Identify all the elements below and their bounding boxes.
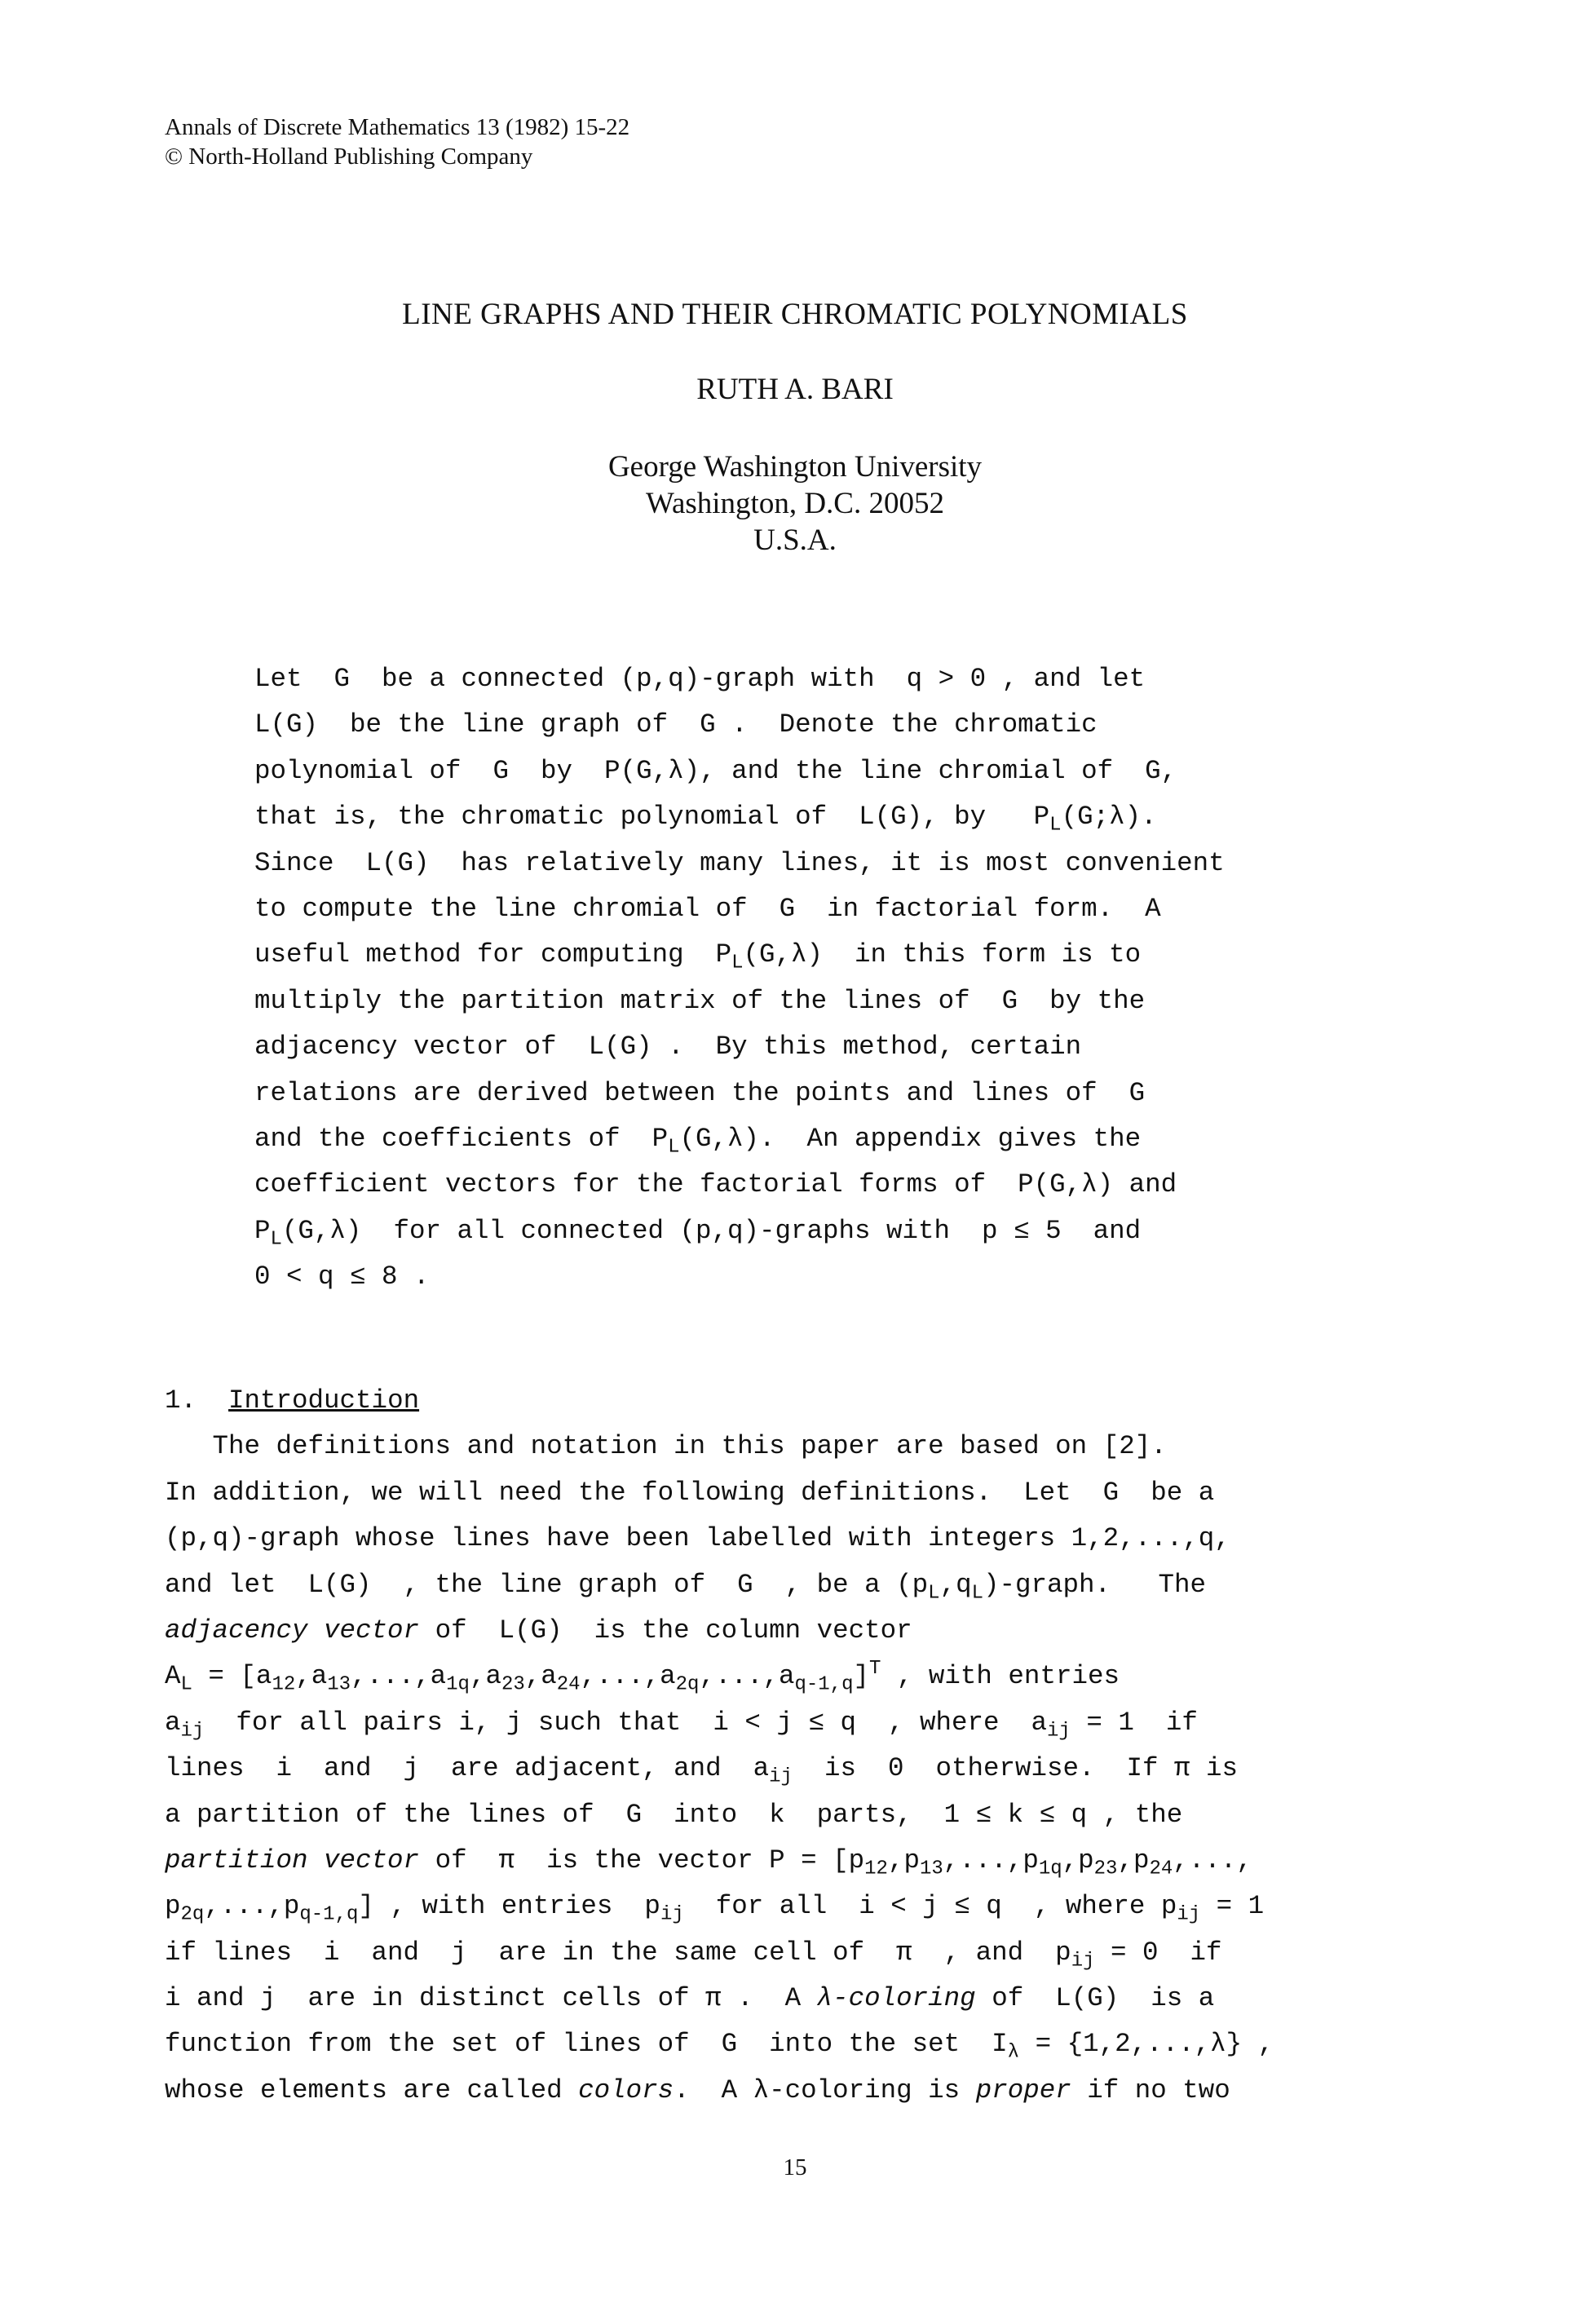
paragraph-line	[165, 1654, 1274, 1699]
section-title: Introduction	[228, 1385, 420, 1416]
paragraph-text: ,...,a	[580, 1661, 676, 1692]
abstract-text: and the coefficients of P	[254, 1123, 669, 1154]
subscript: 12	[864, 1858, 888, 1880]
paragraph-text: and let L(G) , the line graph of G , be a (p	[165, 1569, 929, 1600]
abstract-line: relations are derived between the points and lines of G	[254, 1077, 1146, 1108]
paragraph-text: = {1,2,...,λ} ,	[1019, 2029, 1274, 2060]
subscript: 13	[919, 1858, 943, 1880]
paragraph-text: a	[165, 1707, 181, 1738]
paragraph-text: ]	[853, 1661, 869, 1692]
journal-citation: Annals of Discrete Mathematics 13 (1982) 15-22	[165, 114, 630, 140]
defined-term: λ-coloring	[816, 1983, 976, 2014]
subscript: 12	[272, 1673, 296, 1696]
paragraph-text: is 0 otherwise. If π is	[792, 1753, 1239, 1784]
subscript: L	[928, 1582, 940, 1605]
subscript: q-1,q	[299, 1903, 359, 1926]
affiliation-line: George Washington University	[607, 450, 983, 484]
paragraph-line	[165, 2068, 1274, 2114]
abstract-text: P	[254, 1215, 271, 1246]
subscript: L	[270, 1228, 282, 1251]
paragraph-text: for all pairs i, j such that i < j ≤ q , where a	[204, 1707, 1047, 1738]
paragraph-line: a partition of the lines of G into k parts, 1 ≤ k ≤ q , the	[165, 1799, 1183, 1830]
subscript: 1q	[446, 1673, 470, 1696]
paragraph-text: whose elements are called	[165, 2074, 579, 2105]
subscript: ij	[1071, 1950, 1095, 1973]
paragraph-line	[165, 1976, 1274, 2021]
subscript: λ	[1007, 2041, 1020, 2064]
subscript: L	[731, 952, 744, 974]
paragraph-text: ,...,a	[699, 1661, 795, 1692]
abstract-line	[254, 794, 1225, 840]
paragraph-text: ,a	[295, 1661, 328, 1692]
paragraph-text: . A λ-coloring is	[674, 2074, 976, 2105]
abstract-text: (G,λ). An appendix gives the	[679, 1123, 1142, 1154]
journal-header	[165, 113, 629, 171]
abstract-text: (G,λ) for all connected (p,q)-graphs with p ≤ 5 and	[281, 1215, 1142, 1246]
abstract-line: adjacency vector of L(G) . By this method, certain	[254, 1032, 1082, 1063]
paragraph-text: lines i and j are adjacent, and a	[165, 1753, 770, 1784]
page-number: 15	[783, 2154, 807, 2180]
paragraph-line	[165, 1838, 1274, 1884]
paragraph-text: )-graph. The	[983, 1569, 1207, 1600]
subscript: ij	[180, 1720, 205, 1743]
paragraph-text: ,a	[524, 1661, 557, 1692]
subscript: 24	[556, 1673, 581, 1696]
paragraph-text: i and j are in distinct cells of π . A	[165, 1983, 817, 2014]
paragraph-text: ,q	[939, 1569, 972, 1600]
subscript: 24	[1149, 1858, 1173, 1880]
subscript: 1q	[1038, 1858, 1062, 1880]
subscript: 23	[1093, 1858, 1118, 1880]
subscript: 13	[327, 1673, 351, 1696]
affiliation-line: Washington, D.C. 20052	[646, 487, 944, 520]
paragraph-text: = 0 if	[1094, 1937, 1222, 1968]
paragraph-text: for all i < j ≤ q , where p	[683, 1891, 1177, 1922]
paragraph-line	[165, 1562, 1274, 1608]
section-introduction	[165, 1378, 1274, 2114]
abstract-line: polynomial of G by P(G,λ), and the line chromial of G,	[254, 755, 1177, 786]
defined-term: adjacency vector	[165, 1615, 420, 1646]
paragraph-text: ] , with entries p	[358, 1891, 660, 1922]
paragraph-text: = 1 if	[1070, 1707, 1198, 1738]
paragraph-text: A	[165, 1661, 181, 1692]
abstract-text: that is, the chromatic polynomial of L(G), by P	[254, 802, 1050, 833]
paragraph-line	[165, 1700, 1274, 1746]
paragraph-line	[165, 1930, 1274, 1976]
abstract-line: 0 < q ≤ 8 .	[254, 1261, 430, 1292]
subscript: L	[971, 1582, 983, 1605]
paragraph-text: p	[165, 1891, 181, 1922]
paragraph-text: ,...,a	[351, 1661, 447, 1692]
defined-term: proper	[975, 2074, 1071, 2105]
subscript: L	[1049, 814, 1062, 837]
subscript: ij	[1177, 1903, 1201, 1926]
defined-term: colors	[578, 2074, 674, 2105]
abstract-line	[254, 1208, 1225, 1254]
abstract-line	[254, 1116, 1225, 1162]
publisher-line: © North-Holland Publishing Company	[165, 144, 533, 170]
subscript: ij	[769, 1765, 793, 1788]
abstract-line: L(G) be the line graph of G . Denote the chromatic	[254, 709, 1098, 740]
paragraph-text: ,p	[887, 1845, 920, 1876]
subscript: L	[180, 1673, 192, 1696]
paragraph-line	[165, 2021, 1274, 2067]
paragraph-text: ,...,p	[204, 1891, 300, 1922]
paragraph-line: In addition, we will need the following definitions. Let G be a	[165, 1477, 1215, 1508]
paragraph-line	[165, 1608, 1274, 1654]
defined-term: partition vector	[165, 1845, 420, 1876]
paragraph-text: if no two	[1071, 2074, 1230, 2105]
paragraph-line	[165, 1746, 1274, 1792]
subscript: q-1,q	[794, 1673, 854, 1696]
paragraph-line	[165, 1424, 1274, 1469]
paragraph-text: function from the set of lines of G into the set I	[165, 2029, 1008, 2060]
abstract-text: useful method for computing P	[254, 939, 732, 970]
paragraph-text: ,...,	[1173, 1845, 1252, 1876]
paragraph-text: The definitions and notation in this paper are based on [2].	[212, 1431, 1167, 1462]
paragraph-text: = [a	[192, 1661, 272, 1692]
abstract-line	[254, 932, 1225, 978]
paragraph-text: of π is the vector P = [p	[419, 1845, 865, 1876]
section-number: 1.	[165, 1385, 197, 1416]
paragraph-text: of L(G) is a	[975, 1983, 1215, 2014]
paragraph-text: ,a	[469, 1661, 501, 1692]
paragraph-text: if lines i and j are in the same cell of π , and p	[165, 1937, 1071, 1968]
author-name: RUTH A. BARI	[696, 373, 894, 406]
abstract-line: Let G be a connected (p,q)-graph with q > 0 , and let	[254, 664, 1146, 694]
section-heading	[165, 1378, 1274, 1424]
abstract-line: coefficient vectors for the factorial forms of P(G,λ) and	[254, 1169, 1177, 1200]
subscript: L	[668, 1136, 680, 1159]
paragraph-text: of L(G) is the column vector	[419, 1615, 912, 1646]
paper-title: LINE GRAPHS AND THEIR CHROMATIC POLYNOMIALS	[402, 298, 1188, 331]
abstract	[254, 656, 1225, 1300]
paragraph-text: ,p	[1062, 1845, 1094, 1876]
paragraph-text: = 1	[1200, 1891, 1265, 1922]
abstract-line: multiply the partition matrix of the lines of G by the	[254, 985, 1146, 1016]
abstract-text: (G,λ) in this form is to	[743, 939, 1142, 970]
subscript: ij	[660, 1903, 684, 1926]
abstract-line: to compute the line chromial of G in factorial form. A	[254, 893, 1161, 924]
subscript: 2q	[675, 1673, 700, 1696]
subscript: 23	[501, 1673, 525, 1696]
paragraph-text: , with entries	[881, 1661, 1120, 1692]
title-block	[0, 295, 1590, 559]
paragraph-line	[165, 1884, 1274, 1929]
superscript: T	[869, 1658, 881, 1681]
paragraph-text: ,...,p	[943, 1845, 1039, 1876]
paragraph-line: (p,q)-graph whose lines have been labelled with integers 1,2,...,q,	[165, 1523, 1230, 1554]
abstract-line: Since L(G) has relatively many lines, it is most convenient	[254, 847, 1225, 878]
paragraph-text: ,p	[1117, 1845, 1150, 1876]
abstract-text: (G;λ).	[1061, 802, 1157, 833]
affiliation	[0, 448, 1590, 559]
subscript: 2q	[180, 1903, 205, 1926]
subscript: ij	[1047, 1720, 1071, 1743]
affiliation-line: U.S.A.	[753, 524, 837, 557]
